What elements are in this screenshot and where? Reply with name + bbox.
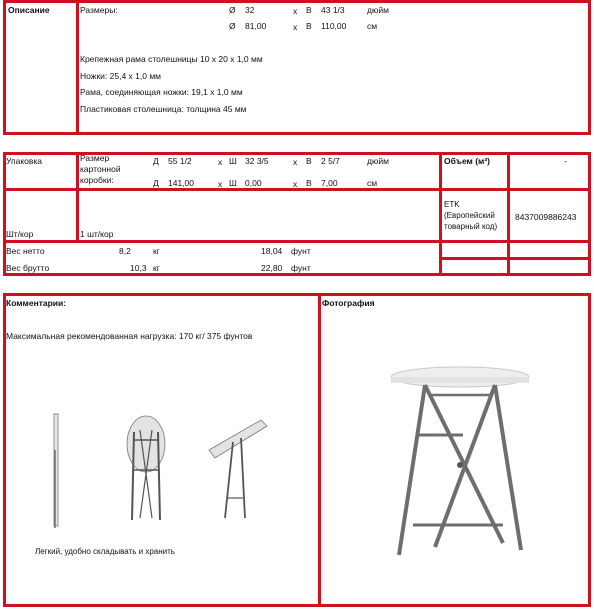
packaging-row-line [3, 240, 591, 243]
gross-weight-label: Вес брутто [6, 263, 50, 273]
unit-inch: дюйм [367, 156, 389, 166]
spec-line: Рама, соединяющая ножки: 19,1 х 1,0 мм [80, 87, 243, 97]
net-weight-label: Вес нетто [6, 246, 45, 256]
ean-label: ETK (Европейский товарный код) [444, 200, 498, 231]
volume-value: - [564, 156, 567, 166]
times-sign: x [293, 179, 298, 189]
times-sign: x [293, 6, 298, 16]
times-sign: x [218, 157, 223, 167]
packaging-row-line [439, 257, 591, 260]
spec-line: Ножки: 25,4 х 1,0 мм [80, 71, 162, 81]
width-inch: 32 3/5 [245, 156, 269, 166]
kg-unit: кг [153, 263, 160, 273]
folding-table-tilted-image [205, 418, 275, 526]
spec-line: Пластиковая столешница: толщина 45 мм [80, 104, 247, 114]
diameter-inch: 32 [245, 5, 255, 15]
width-label: Ш [229, 156, 237, 166]
net-weight-kg: 8,2 [119, 246, 131, 256]
length-label: Д [153, 156, 159, 166]
times-sign: x [293, 157, 298, 167]
spec-line: Крепежная рама столешницы 10 х 20 х 1,0 мм [80, 54, 263, 64]
volume-label: Объем (м³) [444, 156, 490, 166]
pcs-label: Шт/кор [6, 229, 34, 239]
height-label: В [306, 5, 312, 15]
bistro-table-photo [385, 365, 545, 565]
unit-cm: см [367, 21, 378, 31]
unit-cm: см [367, 178, 378, 188]
gross-weight-kg: 10,3 [130, 263, 147, 273]
description-divider [76, 0, 79, 135]
folding-caption: Легкий, удобно складывать и хранить [35, 547, 175, 556]
dimensions-label: Размеры: [80, 5, 118, 15]
unit-inch: дюйм [367, 5, 389, 15]
diameter-symbol: Ø [229, 5, 236, 15]
diameter-cm: 81,00 [245, 21, 267, 31]
width-label: Ш [229, 178, 237, 188]
folded-table-side-image [45, 410, 65, 530]
packaging-label: Упаковка [6, 156, 43, 166]
width-cm: 0,00 [245, 178, 262, 188]
pcs-value: 1 шт/кор [80, 229, 114, 239]
kg-unit: кг [153, 246, 160, 256]
height-cm: 7,00 [321, 178, 338, 188]
description-label: Описание [8, 5, 50, 15]
lb-unit: фунт [291, 263, 311, 273]
ean-value: 8437009886243 [515, 212, 577, 222]
net-weight-lb: 18,04 [261, 246, 283, 256]
times-sign: x [218, 179, 223, 189]
comments-label: Комментарии: [6, 298, 67, 308]
height-label: В [306, 178, 312, 188]
height-inch: 43 1/3 [321, 5, 345, 15]
height-inch: 2 5/7 [321, 156, 340, 166]
folded-table-front-image [118, 410, 173, 525]
length-label: Д [153, 178, 159, 188]
height-cm: 110,00 [321, 21, 347, 31]
comments-text: Максимальная рекомендованная нагрузка: 170 кг/ 375 фунтов [6, 331, 253, 341]
times-sign: x [293, 22, 298, 32]
packaging-divider [76, 152, 79, 241]
diameter-symbol: Ø [229, 21, 236, 31]
lb-unit: фунт [291, 246, 311, 256]
height-label: В [306, 21, 312, 31]
height-label: В [306, 156, 312, 166]
photo-label: Фотография [322, 298, 375, 308]
length-cm: 141,00 [168, 178, 194, 188]
length-inch: 55 1/2 [168, 156, 192, 166]
gross-weight-lb: 22,80 [261, 263, 283, 273]
box-size-label: Размер картонной коробки: [80, 153, 121, 185]
